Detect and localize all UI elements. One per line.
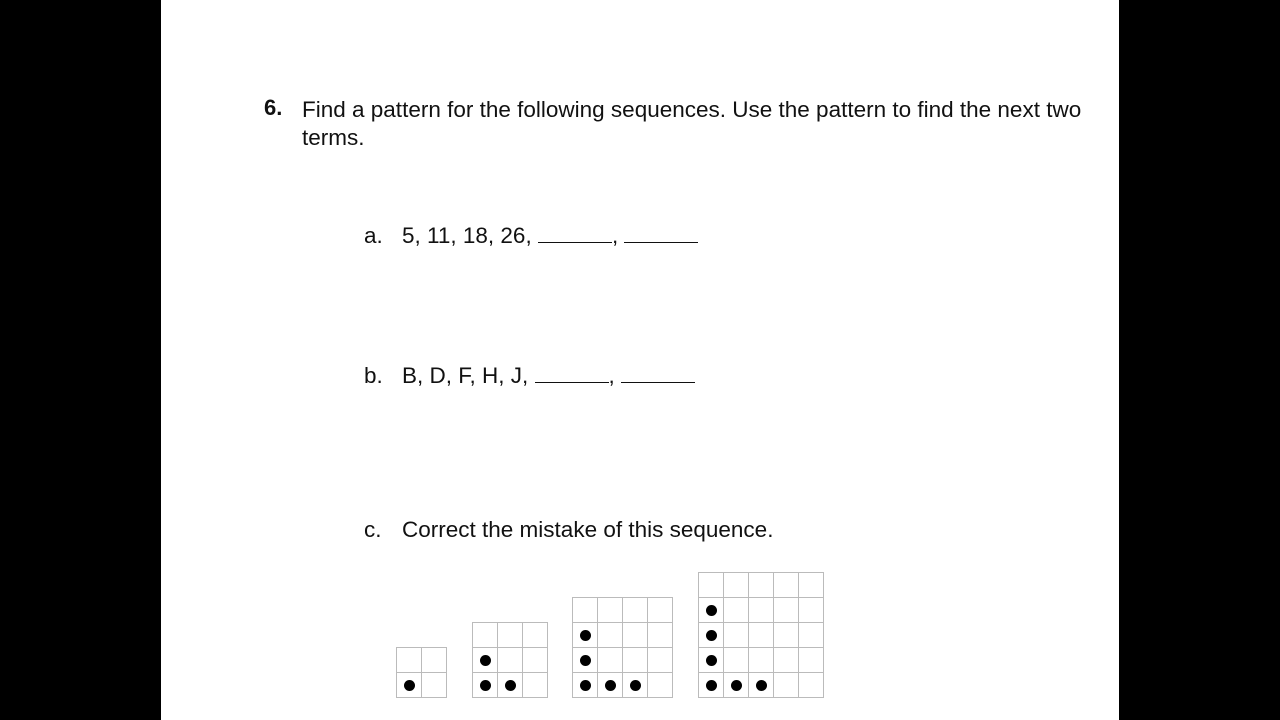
worksheet-page <box>161 0 1119 720</box>
grid-cell <box>648 623 673 648</box>
dot <box>706 655 717 666</box>
grid-cell <box>598 598 623 623</box>
grid-cell <box>799 598 824 623</box>
grid-cell <box>648 648 673 673</box>
dot-grid-1 <box>396 647 447 698</box>
grid-cell <box>774 573 799 598</box>
dot <box>706 680 717 691</box>
dot <box>580 655 591 666</box>
grid-cell <box>498 673 523 698</box>
answer-blank-a2[interactable] <box>624 224 698 243</box>
dot-grid-4 <box>698 572 824 698</box>
grid-cell <box>648 673 673 698</box>
grid-cell <box>699 623 724 648</box>
grid-cell <box>473 673 498 698</box>
grid-cell <box>598 623 623 648</box>
dot <box>580 630 591 641</box>
grid-cell <box>799 648 824 673</box>
grid-cell <box>623 648 648 673</box>
grid-cell <box>724 573 749 598</box>
dot-grid-3 <box>572 597 673 698</box>
dot <box>756 680 767 691</box>
grid-cell <box>473 648 498 673</box>
question-text: Find a pattern for the following sequences. Use the pattern to find the next two terms. <box>302 97 1082 150</box>
dot <box>480 680 491 691</box>
part-b-sequence: B, D, F, H, J, <box>402 363 535 388</box>
part-b: b. B, D, F, H, J, , <box>339 337 695 415</box>
part-a-sequence: 5, 11, 18, 26, <box>402 223 538 248</box>
grid-cell <box>573 648 598 673</box>
dot-grid-2 <box>472 622 548 698</box>
dot <box>731 680 742 691</box>
dot <box>706 630 717 641</box>
grid-cell <box>523 648 548 673</box>
question-number: 6. <box>264 95 283 120</box>
grid-cell <box>749 623 774 648</box>
grid-cell <box>523 673 548 698</box>
grid-cell <box>523 623 548 648</box>
grid-cell <box>699 673 724 698</box>
grid-cell <box>749 573 774 598</box>
grid-cell <box>397 648 422 673</box>
part-a-label: a. <box>364 223 383 248</box>
grid-cell <box>774 623 799 648</box>
part-b-label: b. <box>364 363 383 388</box>
grid-cell <box>573 673 598 698</box>
grid-cell <box>774 648 799 673</box>
grid-cell <box>774 673 799 698</box>
grid-cell <box>724 648 749 673</box>
part-c <box>339 491 773 569</box>
dot <box>505 680 516 691</box>
grid-cell <box>573 598 598 623</box>
grid-cell <box>724 623 749 648</box>
grid-cell <box>699 573 724 598</box>
grid-cell <box>749 673 774 698</box>
grid-cell <box>724 598 749 623</box>
dot <box>706 605 717 616</box>
grid-cell <box>397 673 422 698</box>
dot <box>580 680 591 691</box>
grid-cell <box>498 623 523 648</box>
answer-blank-b2[interactable] <box>621 364 695 383</box>
grid-cell <box>623 673 648 698</box>
answer-blank-a1[interactable] <box>538 224 612 243</box>
part-c-text: Correct the mistake of this sequence. <box>402 517 774 542</box>
dot <box>404 680 415 691</box>
grid-cell <box>799 673 824 698</box>
grid-cell <box>598 648 623 673</box>
grid-cell <box>699 648 724 673</box>
answer-blank-b1[interactable] <box>535 364 609 383</box>
grid-cell <box>749 648 774 673</box>
part-c-label: c. <box>364 517 382 542</box>
dot <box>630 680 641 691</box>
dot <box>605 680 616 691</box>
grid-cell <box>422 648 447 673</box>
grid-cell <box>648 598 673 623</box>
grid-cell <box>774 598 799 623</box>
dot <box>480 655 491 666</box>
grid-cell <box>749 598 774 623</box>
grid-cell <box>598 673 623 698</box>
grid-cell <box>422 673 447 698</box>
grid-cell <box>573 623 598 648</box>
grid-cell <box>498 648 523 673</box>
grid-cell <box>799 573 824 598</box>
grid-cell <box>799 623 824 648</box>
part-a: a. 5, 11, 18, 26, , <box>339 197 698 275</box>
grid-cell <box>724 673 749 698</box>
grid-cell <box>699 598 724 623</box>
grid-cell <box>623 623 648 648</box>
grid-cell <box>473 623 498 648</box>
grid-cell <box>623 598 648 623</box>
